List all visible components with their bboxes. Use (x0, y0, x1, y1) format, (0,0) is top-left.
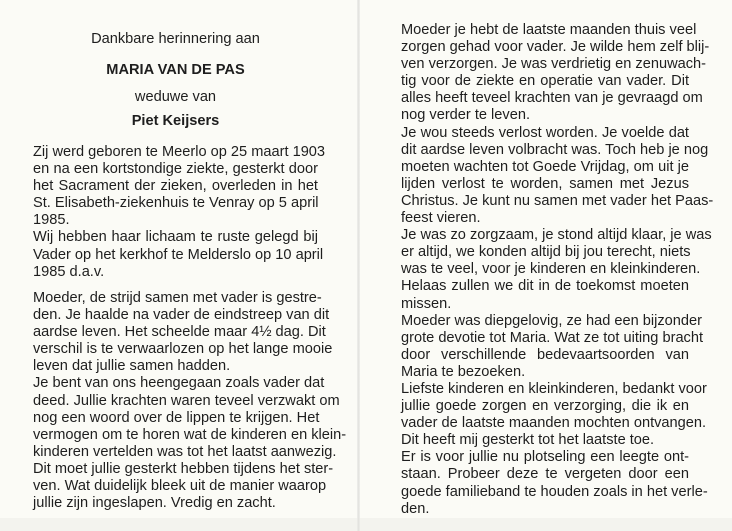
text-line: nog verder te leven. (401, 107, 530, 124)
text-line: Je was zo zorgzaam, je stond altijd klaar, je was (401, 227, 712, 244)
text-line: leven dat jullie samen hadden. (33, 358, 231, 375)
text-line: lijden verlost te worden, samen met Jezus (401, 175, 689, 192)
text-line: Moeder was diepgelovig, ze had een bijzonder (401, 312, 702, 329)
card-bottom-edge (0, 518, 732, 531)
text-line: Je bent van ons heengegaan zoals vader dat (33, 375, 325, 392)
text-line: Dit moet jullie gesterkt hebben tijdens het ster- (33, 460, 334, 477)
text-line: 1985 d.a.v. (33, 263, 105, 280)
text-line: grote devotie tot Maria. Wat ze tot uiting bracht (401, 329, 704, 346)
text-line: Wij hebben haar lichaam te ruste gelegd bij (33, 229, 318, 246)
text-line: jullie zijn ingeslapen. Vredig en zacht. (33, 495, 276, 512)
text-line: Maria te bezoeken. (401, 363, 526, 380)
remembrance-heading: Dankbare herinnering aan (91, 31, 260, 47)
text-line: vader de laatste maanden mochten ontvangen. (401, 415, 707, 432)
text-line: Zij werd geboren te Meerlo op 25 maart 1903 (33, 144, 326, 160)
relation-text: weduwe van (134, 89, 217, 105)
text-line: Liefste kinderen en kleinkinderen, bedankt voor (401, 380, 707, 397)
deceased-name: MARIA VAN DE PAS (106, 62, 245, 78)
text-line: 1985. (33, 212, 70, 229)
text-line: er altijd, we konden altijd bij jou terecht, niets (401, 244, 691, 261)
text-line: den. (401, 500, 430, 517)
text-line: Moeder, de strijd samen met vader is gestre- (33, 290, 322, 306)
right-text-paragraph (401, 22, 714, 518)
text-line: en na een kortstondige ziekte, gesterkt door (33, 161, 318, 178)
text-line: alles heeft teveel krachten van je gevraagd om (401, 90, 703, 107)
card-fold-line (357, 0, 360, 531)
text-line: nog een woord over de lippen te krijgen. Het (33, 409, 320, 426)
text-line: den. Je haalde na vader de eindstreep van dit (33, 307, 330, 324)
text-line: Moeder je hebt de laatste maanden thuis veel (401, 22, 697, 38)
text-line: Dit heeft mij gesterkt tot het laatste toe. (401, 432, 655, 449)
text-line: moeten wachten tot Goede Vrijdag, om uit je (401, 158, 689, 175)
text-line: dit aardse leven volbracht was. Toch heb je nog (401, 141, 709, 158)
biography-paragraph (33, 144, 326, 281)
text-line: aardse leven. Het scheelde maar 4½ dag. Dit (33, 324, 326, 341)
text-line: feest vieren. (401, 210, 481, 227)
text-line: missen. (401, 295, 452, 312)
text-line: door verschillende bedevaartsoorden van (401, 346, 689, 363)
text-line: vermogen om te horen wat de kinderen en klein- (33, 426, 347, 443)
text-line: jullie goede zorgen en verzorging, die ik en (401, 398, 689, 415)
text-line: goede familieband te houden zoals in het verle- (401, 483, 708, 500)
text-line: Helaas zullen we dit in de toekomst moeten (401, 278, 689, 295)
text-line: St. Elisabeth-ziekenhuis te Venray op 5 april (33, 195, 319, 212)
text-line: zorgen gehad voor vader. Je wilde hem zelf blij- (401, 39, 710, 56)
text-line: Vader op het kerkhof te Melderslo op 10 april (33, 246, 324, 263)
tribute-paragraph (33, 290, 347, 512)
text-line: deed. Jullie krachten waren teveel verzwakt om (33, 392, 340, 409)
text-line: staan. Probeer deze te vergeten door een (401, 466, 689, 483)
text-line: Er is voor jullie nu plotseling een leegte ont- (401, 449, 689, 466)
text-line: was te veel, voor je kinderen en kleinkinderen. (401, 261, 701, 278)
spouse-name: Piet Keijsers (131, 113, 220, 129)
text-line: tig voor de ziekte en operatie van vader. Dit (401, 73, 689, 90)
text-line: kinderen vertelden was tot het laatst aanwezig. (33, 443, 337, 460)
text-line: het Sacrament der zieken, overleden in het (33, 178, 318, 195)
text-line: ven verzorgen. Je was verdrietig en zenuwach- (401, 56, 707, 73)
text-line: Christus. Je kunt nu samen met vader het Paas- (401, 192, 714, 209)
text-line: ven. Wat duidelijk bleek uit de manier waarop (33, 478, 327, 495)
text-line: verschil is te verwaarlozen op het lange mooie (33, 341, 333, 358)
text-line: Je wou steeds verlost worden. Je voelde dat (401, 124, 689, 141)
